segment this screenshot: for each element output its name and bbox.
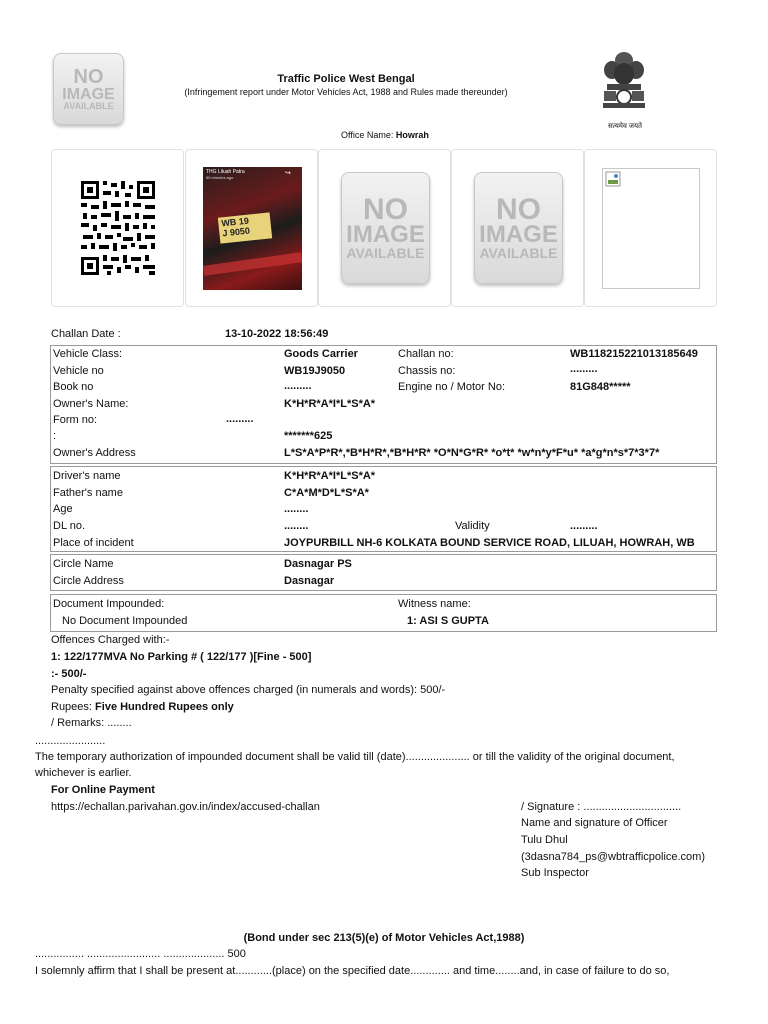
owner-address-label: Owner's Address	[53, 447, 136, 459]
circle-details-box	[50, 554, 717, 591]
bond-heading: (Bond under sec 213(5)(e) of Motor Vehicles Act,1988)	[243, 932, 525, 944]
broken-image-icon	[605, 171, 621, 187]
owner-address-value: L*S*A*P*R*,*B*H*R*,*B*H*R* *O*N*G*R* *o*t* *w*n*y*F*u* *a*g*n*s*7*3*7*	[284, 447, 660, 459]
photo-card-5	[584, 149, 717, 307]
page-title: Traffic Police West Bengal	[277, 73, 415, 85]
owner-name-label: Owner's Name:	[53, 398, 129, 410]
office-value: Howrah	[395, 130, 429, 140]
no-image-3-text-2: IMAGE	[346, 221, 425, 249]
vehicle-class-label: Vehicle Class:	[53, 348, 123, 360]
dl-no-label: DL no.	[53, 520, 86, 532]
no-image-placeholder-4	[474, 172, 563, 284]
qr-card	[51, 149, 184, 307]
broken-image	[602, 168, 700, 289]
no-image-text-2: IMAGE	[62, 85, 115, 103]
engine-no-value: 81G848*****	[570, 381, 631, 393]
no-image-placeholder-3	[341, 172, 430, 284]
national-emblem	[599, 50, 649, 122]
offences-heading: Offences Charged with:-	[51, 634, 170, 646]
number-plate	[218, 212, 272, 243]
validity-label: Validity	[455, 520, 490, 532]
authorization-text: The temporary authorization of impounded document shall be valid till (date)..................... or till the validity of the original document,	[35, 751, 675, 763]
place-of-incident-value: JOYPURBILL NH-6 KOLKATA BOUND SERVICE ROAD, LILUAH, HOWRAH, WB	[284, 537, 695, 549]
plate-text-2: J 9050	[221, 225, 251, 239]
affirm-text: I solemnly affirm that I shall be present at............(place) on the specified date............. and time........and, in case of failure to do so,	[35, 965, 670, 977]
circle-address-label: Circle Address	[53, 575, 124, 587]
no-image-4-text-3: AVAILABLE	[479, 245, 558, 261]
penalty-line: Penalty specified against above offences charged (in numerals and words): 500/-	[51, 684, 446, 696]
remarks-line: / Remarks: ........	[51, 717, 132, 729]
no-image-text-1: NO	[73, 65, 104, 88]
vehicle-photo-card	[185, 149, 318, 307]
office-label: Office Name:	[341, 130, 394, 140]
age-label: Age	[53, 503, 73, 515]
circle-name-label: Circle Name	[53, 558, 114, 570]
vehicle-no-value: WB19J9050	[284, 365, 346, 377]
challan-no-value: WB118215221013185649	[570, 348, 698, 360]
witness-name-label: Witness name:	[398, 598, 471, 610]
book-no-value: .........	[284, 380, 312, 392]
dl-no-value: ........	[284, 520, 309, 532]
book-no-label: Book no	[53, 381, 94, 393]
offence-total: :- 500/-	[51, 668, 87, 680]
challan-date-value: 13-10-2022 18:56:49	[225, 328, 329, 340]
driver-name-value: K*H*R*A*I*L*S*A*	[284, 470, 376, 482]
officer-name: Tulu Dhul	[521, 834, 568, 846]
witness-name-value: 1: ASI S GUPTA	[407, 615, 489, 627]
form-no-label: Form no:	[53, 414, 98, 426]
driver-name-label: Driver's name	[53, 470, 121, 482]
qr-code-icon	[79, 179, 157, 277]
online-payment-url[interactable]: https://echallan.parivahan.gov.in/index/accused-challan	[51, 801, 320, 813]
officer-email: (3dasna784_ps@wbtrafficpolice.com)	[521, 851, 706, 863]
colon-label: :	[53, 430, 57, 442]
owner-name-value: K*H*R*A*I*L*S*A*	[284, 398, 376, 410]
vehicle-photo	[203, 167, 302, 290]
rupees-label: Rupees:	[51, 701, 92, 713]
officer-rank: Sub Inspector	[521, 867, 589, 879]
no-image-4-text-2: IMAGE	[479, 221, 558, 249]
photo-share-icon: ↪	[285, 170, 291, 177]
bond-line: ................ ........................ .................... 500	[35, 948, 246, 960]
emblem-icon	[599, 50, 649, 122]
photo-caption-title: THG Liluah Patra	[206, 169, 245, 175]
circle-name-value: Dasnagar PS	[284, 558, 352, 570]
masked-number-value: *******625	[284, 430, 333, 442]
validity-value: .........	[570, 520, 598, 532]
page-subtitle: (Infringement report under Motor Vehicles Act, 1988 and Rules made thereunder)	[184, 87, 508, 97]
online-payment-heading: For Online Payment	[51, 784, 155, 796]
authorization-text-2: whichever is earlier.	[35, 767, 132, 779]
photo-card-4	[451, 149, 584, 307]
vehicle-no-label: Vehicle no	[53, 365, 104, 377]
rupees-value: Five Hundred Rupees only	[95, 701, 234, 713]
document-impounded-label: Document Impounded:	[53, 598, 165, 610]
challan-no-label: Challan no:	[398, 348, 454, 360]
document-impounded-value: No Document Impounded	[62, 615, 188, 627]
emblem-motto: सत्यमेव जयते	[607, 123, 643, 130]
engine-no-label: Engine no / Motor No:	[398, 381, 506, 393]
photo-caption-time: 55 minutes ago	[206, 175, 234, 180]
rupees-line	[51, 701, 234, 713]
plate-text-1: WB 19	[220, 215, 250, 229]
father-name-value: C*A*M*D*L*S*A*	[284, 487, 369, 499]
vehicle-class-value: Goods Carrier	[284, 348, 358, 360]
no-image-4-text-1: NO	[496, 192, 541, 226]
no-image-logo	[53, 53, 124, 125]
signature-line: / Signature : ................................	[521, 801, 682, 813]
no-image-3-text-3: AVAILABLE	[346, 245, 425, 261]
offence-item: 1: 122/177MVA No Parking # ( 122/177 )[Fine - 500]	[51, 651, 312, 663]
dotted-line: .......................	[35, 735, 106, 747]
place-of-incident-label: Place of incident	[53, 537, 134, 549]
chassis-value: .........	[570, 363, 598, 375]
chassis-label: Chassis no:	[398, 365, 456, 377]
no-image-3-text-1: NO	[363, 192, 408, 226]
form-no-value: .........	[226, 413, 254, 425]
officer-label: Name and signature of Officer	[521, 817, 668, 829]
circle-address-value: Dasnagar	[284, 575, 335, 587]
challan-date-label: Challan Date :	[51, 328, 121, 340]
photo-card-3	[318, 149, 451, 307]
age-value: ........	[284, 503, 309, 515]
no-image-text-3: AVAILABLE	[63, 100, 114, 111]
office-name	[300, 130, 470, 140]
photo-band	[203, 252, 302, 276]
father-name-label: Father's name	[53, 487, 123, 499]
